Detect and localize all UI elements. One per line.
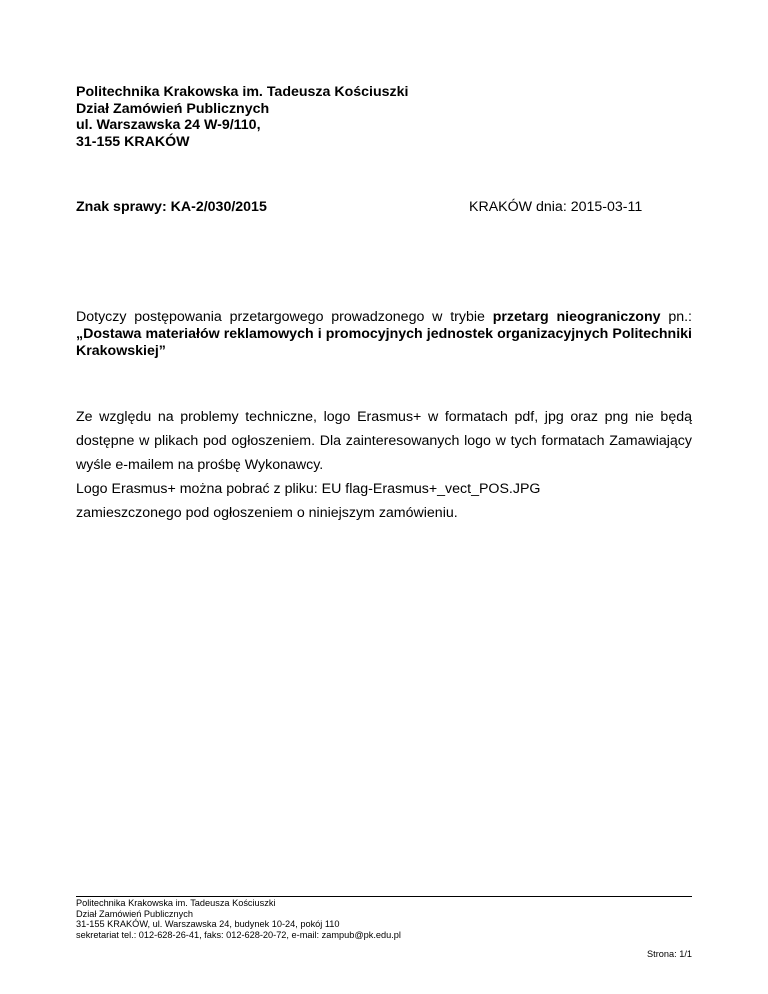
notice-paragraph: Ze względu na problemy techniczne, logo Erasmus+ w formatach pdf, jpg oraz png nie będą dostępne w plikach pod ogłoszeniem. Dla zainteresowanych logo w tych formatach Zamawiający wyśle e-mailem na prośbę Wykonawcy. [76,409,692,473]
footer-address-block [76,898,401,940]
footer-department: Dział Zamówień Publicznych [76,908,193,919]
subject-intro: Dotyczy postępowania przetargowego prowadzonego w trybie [76,309,493,325]
procedure-mode: przetarg nieograniczony [492,309,661,325]
case-reference: Znak sprawy: KA-2/030/2015 [76,199,267,215]
footer-address: 31-155 KRAKÓW, ul. Warszawska 24, budynek 10-24, pokój 110 [76,919,340,930]
sender-city: 31-155 KRAKÓW [76,134,190,151]
page-number: Strona: 1/1 [647,949,692,959]
footer-contact: sekretariat tel.: 012-628-26-41, faks: 012-628-20-72, e-mail: zampub@pk.edu.pl [76,929,401,940]
subject-paragraph [76,309,692,360]
sender-street: ul. Warszawska 24 W-9/110, [76,117,261,134]
sender-department: Dział Zamówień Publicznych [76,100,270,117]
footer-institution: Politechnika Krakowska im. Tadeusza Kościuszki [76,898,276,908]
sender-address-block [76,84,408,151]
footer-divider [76,896,692,897]
notice-body [76,405,692,525]
procurement-name: „Dostawa materiałów reklamowych i promocyjnych jednostek organizacyjnych Politechniki Krakowskiej” [76,326,692,359]
document-date: KRAKÓW dnia: 2015-03-11 [469,199,643,215]
notice-paragraph: Logo Erasmus+ można pobrać z pliku: EU flag-Erasmus+_vect_POS.JPG [76,481,541,497]
sender-institution: Politechnika Krakowska im. Tadeusza Kościuszki [76,84,409,100]
notice-paragraph: zamieszczonego pod ogłoszeniem o niniejszym zamówieniu. [76,505,458,521]
subject-name-prefix: pn.: [660,309,692,325]
